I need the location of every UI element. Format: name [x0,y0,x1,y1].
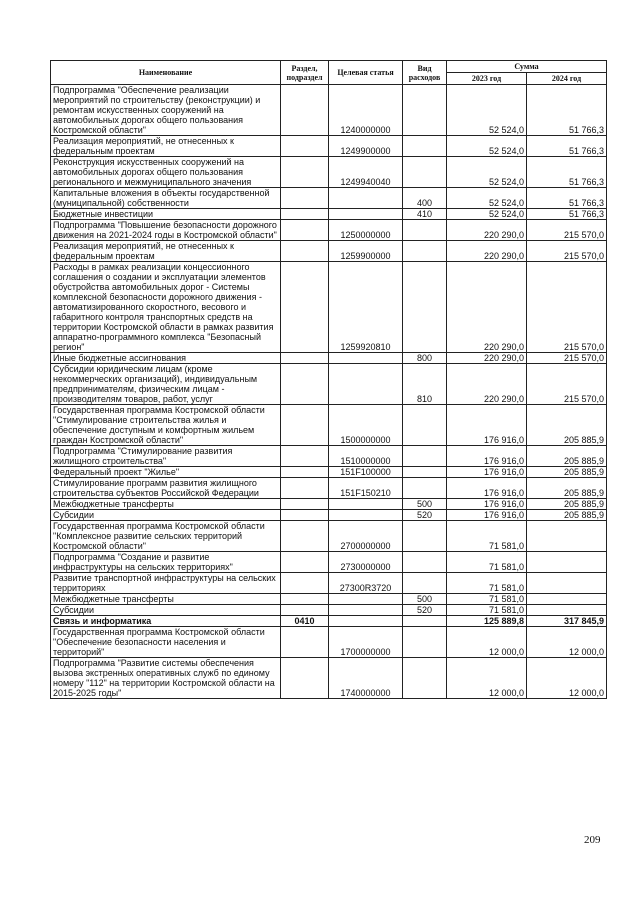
header-target: Целевая статья [329,61,403,85]
table-row [51,573,607,594]
cell-sum-2024: 51 766,3 [527,157,607,188]
cell-sum-2023: 220 290,0 [447,262,527,353]
cell-sum-2023: 71 581,0 [447,521,527,552]
cell-name: Подпрограмма "Стимулирование развития жилищного строительства" [51,446,281,467]
table-row [51,616,607,627]
header-kind: Вид расходов [403,61,447,85]
cell-name: Реализация мероприятий, не отнесенных к федеральным проектам [51,241,281,262]
cell-sum-2024 [527,605,607,616]
cell-section [281,209,329,220]
header-year-2023: 2023 год [447,73,527,85]
cell-kind: 810 [403,364,447,405]
cell-target: 1510000000 [329,446,403,467]
header-name: Наименование [51,61,281,85]
cell-sum-2024: 51 766,3 [527,209,607,220]
cell-section [281,241,329,262]
cell-section [281,364,329,405]
cell-section: 0410 [281,616,329,627]
cell-kind: 500 [403,499,447,510]
table-row [51,510,607,521]
cell-section [281,467,329,478]
cell-name: Подпрограмма "Развитие системы обеспечения вызова экстренных оперативных служб по единому номеру "112" на территории Костромской области на 2015-2025 годы" [51,658,281,699]
table-row [51,136,607,157]
cell-target [329,499,403,510]
cell-name: Иные бюджетные ассигнования [51,353,281,364]
cell-sum-2024 [527,521,607,552]
cell-kind: 410 [403,209,447,220]
cell-section [281,627,329,658]
cell-sum-2023: 220 290,0 [447,364,527,405]
cell-name: Субсидии юридическим лицам (кроме некоммерческих организаций), индивидуальным предпринимателям, физическим лицам - производителям товаров, работ, услуг [51,364,281,405]
cell-kind [403,627,447,658]
cell-section [281,188,329,209]
cell-sum-2024: 205 885,9 [527,446,607,467]
cell-target [329,594,403,605]
cell-target: 1250000000 [329,220,403,241]
cell-sum-2024: 205 885,9 [527,510,607,521]
cell-target [329,353,403,364]
cell-target [329,209,403,220]
table-row [51,594,607,605]
cell-sum-2024: 215 570,0 [527,364,607,405]
cell-target: 27300R3720 [329,573,403,594]
cell-sum-2024: 215 570,0 [527,262,607,353]
page-number: 209 [584,834,601,846]
cell-target: 1740000000 [329,658,403,699]
cell-target [329,605,403,616]
cell-kind [403,136,447,157]
cell-target: 1700000000 [329,627,403,658]
cell-name: Бюджетные инвестиции [51,209,281,220]
table-row [51,405,607,446]
cell-target: 1500000000 [329,405,403,446]
cell-sum-2023: 220 290,0 [447,220,527,241]
cell-name: Государственная программа Костромской области "Обеспечение безопасности населения и территорий" [51,627,281,658]
cell-sum-2024: 12 000,0 [527,627,607,658]
cell-target: 1249940040 [329,157,403,188]
cell-name: Федеральный проект "Жилье" [51,467,281,478]
cell-kind [403,616,447,627]
cell-sum-2024: 51 766,3 [527,85,607,136]
cell-sum-2023: 176 916,0 [447,478,527,499]
cell-target: 151F100000 [329,467,403,478]
table-row [51,478,607,499]
table-row [51,364,607,405]
cell-sum-2024: 51 766,3 [527,188,607,209]
cell-name: Реализация мероприятий, не отнесенных к федеральным проектам [51,136,281,157]
cell-section [281,521,329,552]
cell-target [329,510,403,521]
cell-sum-2023: 12 000,0 [447,658,527,699]
cell-sum-2023: 52 524,0 [447,136,527,157]
cell-kind [403,241,447,262]
cell-section [281,353,329,364]
table-row [51,658,607,699]
cell-name: Подпрограмма "Обеспечение реализации мероприятий по строительству (реконструкции) и ремонтам искусственных сооружений на автомобильных дорогах общего пользования Костромской области" [51,85,281,136]
cell-kind [403,478,447,499]
table-row [51,446,607,467]
cell-sum-2024: 215 570,0 [527,353,607,364]
table-row [51,467,607,478]
cell-kind [403,157,447,188]
cell-kind [403,262,447,353]
cell-target [329,188,403,209]
cell-section [281,594,329,605]
cell-name: Капитальные вложения в объекты государственной (муниципальной) собственности [51,188,281,209]
cell-section [281,262,329,353]
cell-sum-2024: 317 845,9 [527,616,607,627]
cell-sum-2024 [527,573,607,594]
cell-sum-2023: 220 290,0 [447,353,527,364]
header-section: Раздел, подраздел [281,61,329,85]
cell-target: 1240000000 [329,85,403,136]
cell-sum-2024: 205 885,9 [527,499,607,510]
header-sum: Сумма [447,61,607,73]
cell-target [329,616,403,627]
cell-kind: 500 [403,594,447,605]
cell-sum-2024: 215 570,0 [527,220,607,241]
cell-sum-2023: 125 889,8 [447,616,527,627]
table-row [51,262,607,353]
cell-section [281,446,329,467]
cell-section [281,552,329,573]
cell-sum-2023: 71 581,0 [447,552,527,573]
cell-kind [403,405,447,446]
table-row [51,157,607,188]
cell-sum-2024: 205 885,9 [527,478,607,499]
table-row [51,220,607,241]
header-year-2024: 2024 год [527,73,607,85]
table-row [51,605,607,616]
table-row [51,627,607,658]
cell-section [281,573,329,594]
cell-target: 1249900000 [329,136,403,157]
cell-sum-2024 [527,552,607,573]
cell-sum-2023: 176 916,0 [447,510,527,521]
table-row [51,209,607,220]
cell-section [281,85,329,136]
cell-sum-2024 [527,594,607,605]
cell-sum-2023: 71 581,0 [447,605,527,616]
cell-section [281,478,329,499]
cell-name: Государственная программа Костромской области "Стимулирование строительства жилья и обеспечение доступным и комфортным жильем граждан Костромской области" [51,405,281,446]
cell-name: Реконструкция искусственных сооружений на автомобильных дорогах общего пользования регионального и межмуниципального значения [51,157,281,188]
cell-section [281,658,329,699]
cell-target: 151F150210 [329,478,403,499]
cell-sum-2023: 52 524,0 [447,157,527,188]
cell-sum-2024: 51 766,3 [527,136,607,157]
cell-kind [403,521,447,552]
cell-sum-2023: 12 000,0 [447,627,527,658]
table-row [51,353,607,364]
cell-name: Государственная программа Костромской области "Комплексное развитие сельских территорий Костромской области" [51,521,281,552]
cell-target [329,364,403,405]
cell-kind: 520 [403,510,447,521]
cell-sum-2024: 205 885,9 [527,405,607,446]
cell-sum-2023: 176 916,0 [447,405,527,446]
cell-kind [403,220,447,241]
table-row [51,499,607,510]
cell-sum-2023: 52 524,0 [447,209,527,220]
cell-target: 1259920810 [329,262,403,353]
cell-section [281,405,329,446]
table-row [51,552,607,573]
cell-name: Межбюджетные трансферты [51,499,281,510]
cell-target: 1259900000 [329,241,403,262]
cell-sum-2023: 52 524,0 [447,188,527,209]
cell-sum-2023: 176 916,0 [447,499,527,510]
table-body [51,85,607,699]
cell-section [281,157,329,188]
cell-section [281,136,329,157]
cell-sum-2023: 176 916,0 [447,467,527,478]
cell-sum-2023: 52 524,0 [447,85,527,136]
cell-kind [403,85,447,136]
cell-target: 2700000000 [329,521,403,552]
budget-table [50,60,607,699]
cell-kind: 800 [403,353,447,364]
cell-kind [403,658,447,699]
cell-name: Стимулирование программ развития жилищного строительства субъектов Российской Федерации [51,478,281,499]
cell-target: 2730000000 [329,552,403,573]
table-row [51,241,607,262]
cell-name: Расходы в рамках реализации концессионного соглашения о создании и эксплуатации элементов обустройства автомобильных дорог - Системы комплексной безопасности дорожного движения - автоматизированного скоростного, весового и габаритного контроля транспортных средств на территории Костромской области в рамках развития аппаратно-программного комплекса "Безопасный регион" [51,262,281,353]
cell-name: Субсидии [51,510,281,521]
cell-name: Межбюджетные трансферты [51,594,281,605]
table-row [51,521,607,552]
cell-name: Подпрограмма "Повышение безопасности дорожного движения на 2021-2024 годы в Костромской области" [51,220,281,241]
cell-sum-2024: 12 000,0 [527,658,607,699]
cell-name: Связь и информатика [51,616,281,627]
cell-sum-2024: 205 885,9 [527,467,607,478]
cell-section [281,220,329,241]
table-row [51,188,607,209]
cell-sum-2023: 71 581,0 [447,573,527,594]
cell-sum-2024: 215 570,0 [527,241,607,262]
cell-name: Развитие транспортной инфраструктуры на сельских территориях [51,573,281,594]
cell-sum-2023: 71 581,0 [447,594,527,605]
cell-kind: 400 [403,188,447,209]
cell-section [281,510,329,521]
table-row [51,85,607,136]
cell-kind: 520 [403,605,447,616]
cell-section [281,605,329,616]
cell-sum-2023: 220 290,0 [447,241,527,262]
cell-kind [403,467,447,478]
cell-kind [403,446,447,467]
cell-kind [403,573,447,594]
cell-name: Субсидии [51,605,281,616]
cell-sum-2023: 176 916,0 [447,446,527,467]
table-header [51,61,607,85]
cell-section [281,499,329,510]
cell-kind [403,552,447,573]
cell-name: Подпрограмма "Создание и развитие инфраструктуры на сельских территориях" [51,552,281,573]
